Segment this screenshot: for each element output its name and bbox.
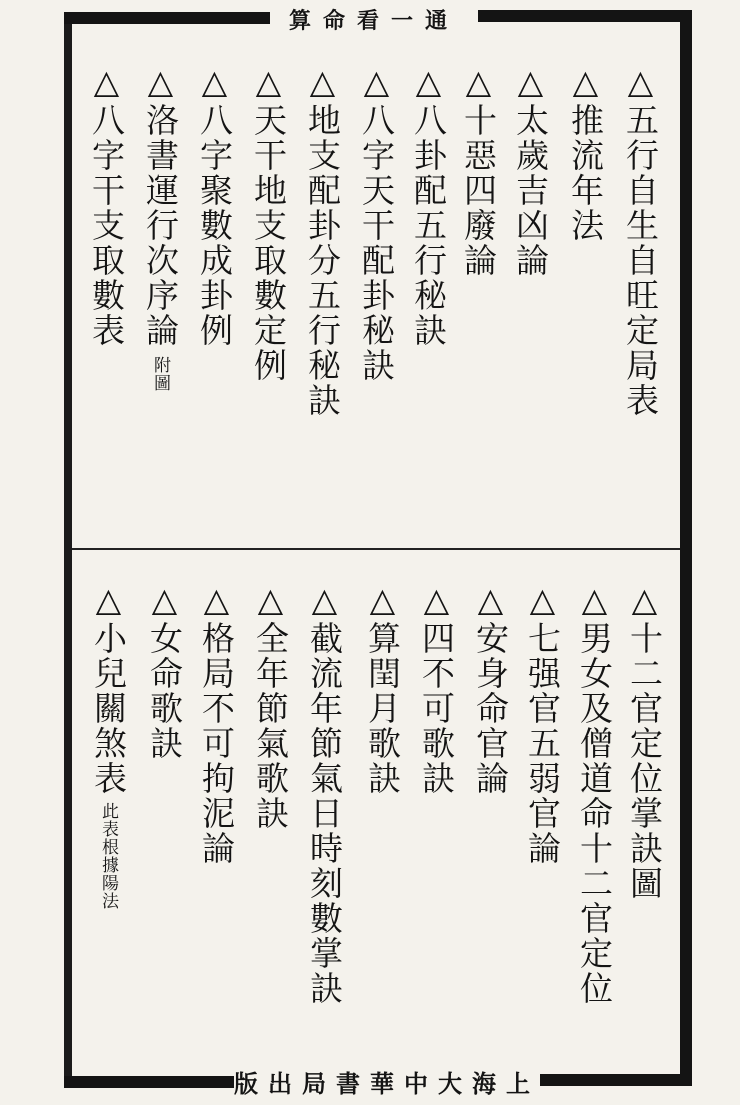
toc-entry-text: △七强官五弱官論 (523, 580, 562, 866)
toc-entry-bottom-8 (250, 580, 290, 831)
toc-entry-text: △算閏月歌訣 (363, 580, 402, 796)
toc-entry-top-9 (194, 62, 234, 348)
toc-entry-top-4 (458, 62, 498, 278)
toc-entry-bottom-9 (196, 580, 236, 866)
toc-entry-text: △洛書運行次序論 (141, 62, 180, 348)
toc-entry-top-6 (356, 62, 396, 383)
toc-entry-text: △八字天干配卦秘訣 (357, 62, 396, 383)
toc-entry-text: △十惡四廢論 (459, 62, 498, 278)
toc-entry-text: △五行自生自旺定局表 (621, 62, 660, 418)
toc-entry-text: △截流年節氣日時刻數掌訣 (305, 580, 344, 1006)
frame-left-border (64, 16, 72, 1086)
toc-entry-note: 附圖 (150, 356, 170, 392)
toc-entry-text: △格局不可拘泥論 (197, 580, 236, 866)
toc-entry-text: △八卦配五行秘訣 (409, 62, 448, 348)
frame-top-border-right (478, 10, 692, 22)
toc-entry-text: △天干地支取數定例 (249, 62, 288, 383)
toc-entry-top-10 (140, 62, 180, 392)
toc-entry-text: △女命歌訣 (145, 580, 184, 761)
toc-entry-text: △八字聚數成卦例 (195, 62, 234, 348)
toc-entry-text: △男女及僧道命十二官定位 (575, 580, 614, 1006)
toc-entry-bottom-6 (362, 580, 402, 796)
toc-entry-text: △地支配卦分五行秘訣 (303, 62, 342, 418)
toc-entry-bottom-3 (522, 580, 562, 866)
toc-entry-text: △太歲吉凶論 (511, 62, 550, 278)
frame-bottom-border-right (540, 1074, 692, 1086)
toc-entry-top-7 (302, 62, 342, 418)
toc-entry-bottom-11 (88, 580, 128, 910)
toc-entry-bottom-10 (144, 580, 184, 761)
toc-entry-note: 此表根據陽法 (98, 802, 118, 910)
toc-entry-top-2 (565, 62, 605, 243)
toc-entry-text: △十二官定位掌訣圖 (625, 580, 664, 901)
toc-entry-bottom-7 (304, 580, 344, 1006)
toc-entry-text: △推流年法 (566, 62, 605, 243)
toc-entry-text: △全年節氣歌訣 (251, 580, 290, 831)
running-header: 通一看命算 (289, 7, 460, 34)
toc-entry-top-8 (248, 62, 288, 383)
toc-entry-bottom-2 (574, 580, 614, 1006)
toc-entry-bottom-5 (416, 580, 456, 796)
toc-entry-text: △八字干支取數表 (87, 62, 126, 348)
toc-entry-top-1 (620, 62, 660, 418)
frame-bottom-border-left (64, 1076, 234, 1088)
toc-entry-text: △安身命官論 (471, 580, 510, 796)
section-divider (72, 548, 680, 550)
toc-entry-text: △四不可歌訣 (417, 580, 456, 796)
toc-entry-top-5 (408, 62, 448, 348)
toc-entry-top-11 (86, 62, 126, 348)
toc-entry-top-3 (510, 62, 550, 278)
publisher-footer: 上海大中華書局出版 (234, 1068, 540, 1098)
frame-top-border-left (64, 12, 270, 24)
toc-entry-bottom-1 (624, 580, 664, 901)
toc-entry-text: △小兒關煞表 (89, 580, 128, 796)
frame-right-border (680, 12, 692, 1084)
toc-entry-bottom-4 (470, 580, 510, 796)
